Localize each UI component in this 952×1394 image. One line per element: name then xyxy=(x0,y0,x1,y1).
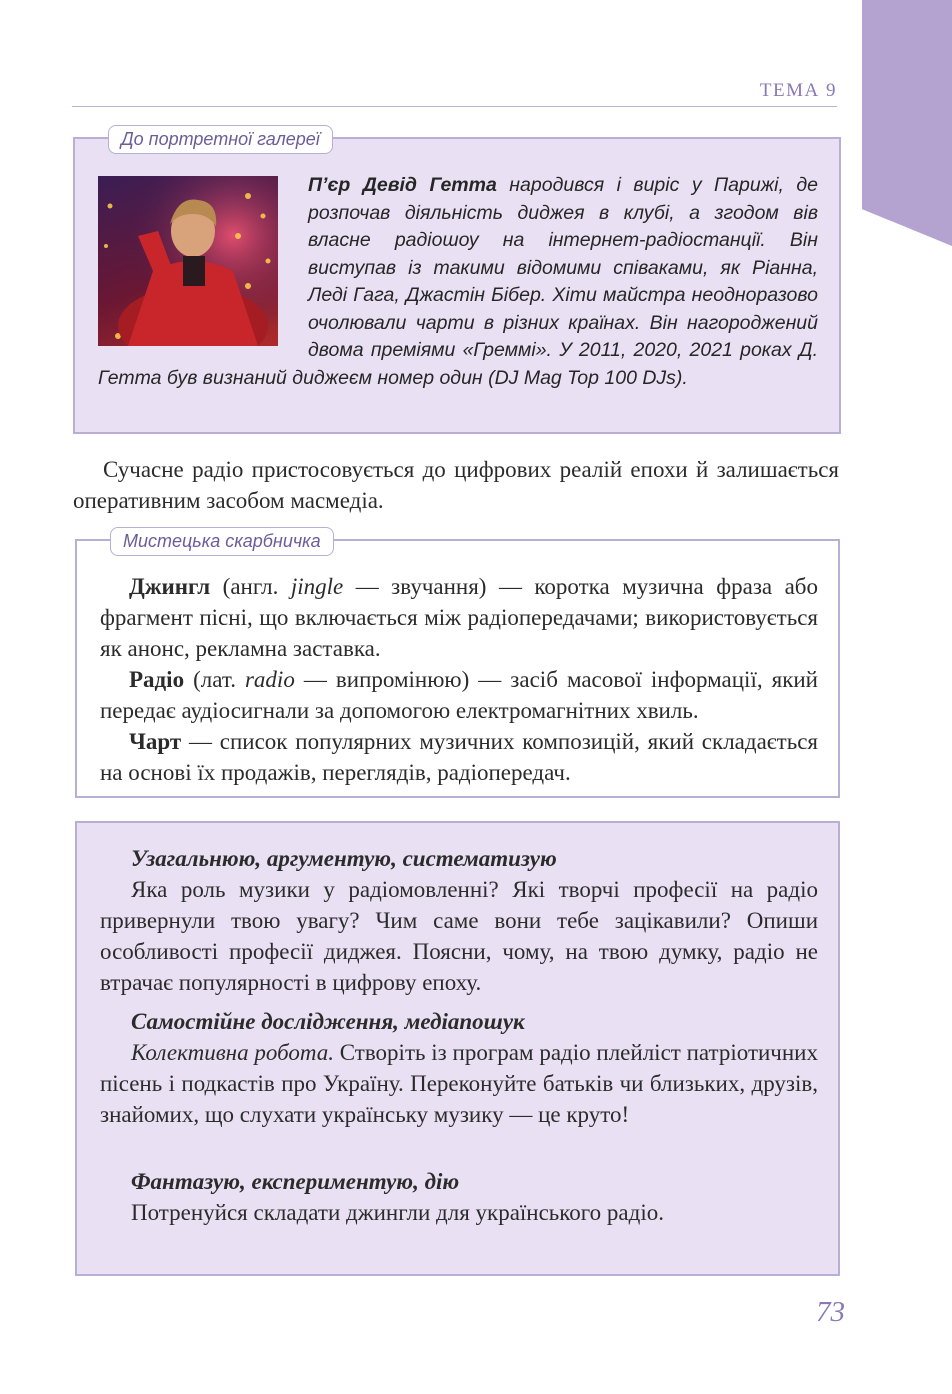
term-title: Радіо xyxy=(129,667,185,692)
term-foreign-word: radio xyxy=(244,667,295,692)
topic-label: ТЕМА 9 xyxy=(759,80,837,101)
dj-biography: народився і виріс у Парижі, де розпочав діяльність диджея в клубі, а згодом вів власне радіошоу на інтернет-радіостанції. Він виступав із такими відомими співаками, як Ріанна, Леді Гага, Джастін Бібер. Хіти майстра неодноразово очолювали чарти в різних країнах. Він нагороджений двома преміями «Греммі». У 2011, 2020, 2021 роках Д. Гетта був визнаний диджеєм номер один (DJ Mag Top 100 DJs). xyxy=(98,174,818,389)
task-text-generalize: Яка роль музики у радіомовленні? Які творчі професії на радіо привернули твою увагу? Чим саме вони тебе зацікавили? Опиши особливості професії диджея. Поясни, чому, на твою думку, радіо не втрачає популярності в цифрову епоху. xyxy=(100,877,818,995)
task-heading-research: Самостійне дослідження, медіапошук xyxy=(131,1009,525,1034)
term-jingle: Джингл (англ. jingle — звучання) — коротка музична фраза або фрагмент пісні, що включається між радіопередачами; використовується як анонс, рекламна заставка. xyxy=(100,574,819,661)
intro-paragraph: Сучасне радіо пристосовується до цифрових реалій епохи й залишається оперативним засобом масмедіа. xyxy=(73,457,839,513)
term-radio: Радіо (лат. radio — випромінюю) — засіб масової інформації, який передає аудіосигнали за допомогою електромагнітних хвиль. xyxy=(100,667,818,723)
term-title: Джингл xyxy=(129,574,211,599)
term-chart: Чарт — список популярних музичних композицій, який складається на основі їх продажів, переглядів, радіопередач. xyxy=(100,729,818,785)
art-treasury-tag: Мистецька скарбничка xyxy=(110,527,334,556)
art-treasury-box xyxy=(75,531,840,798)
tasks-box xyxy=(75,821,840,1276)
task-lead: Колективна робота. xyxy=(131,1040,334,1065)
task-heading-generalize: Узагальнюю, аргументую, систематизую xyxy=(131,846,557,871)
task-text-research: Колективна робота. Створіть із програм радіо плейліст патріотичних пісень і подкастів про Україну. Переконуйте батьків чи близьких, друзів, знайомих, що слухати українську музику — це круто! xyxy=(100,1040,818,1127)
task-heading-fantasize: Фантазую, експериментую, дію xyxy=(131,1169,460,1194)
term-title: Чарт xyxy=(129,729,182,754)
header-rule xyxy=(72,106,837,107)
term-foreign-word: jingle xyxy=(290,574,344,599)
task-text-fantasize: Потренуйся складати джингли для українського радіо. xyxy=(131,1200,664,1225)
portrait-gallery-tag: До портретної галереї xyxy=(108,125,333,154)
chapter-corner-tab xyxy=(862,0,952,246)
dj-biography-text xyxy=(98,172,818,392)
page-number: 73 xyxy=(816,1296,845,1328)
portrait-gallery-box xyxy=(73,129,841,434)
dj-name: П’єр Девід Гетта xyxy=(308,174,497,196)
